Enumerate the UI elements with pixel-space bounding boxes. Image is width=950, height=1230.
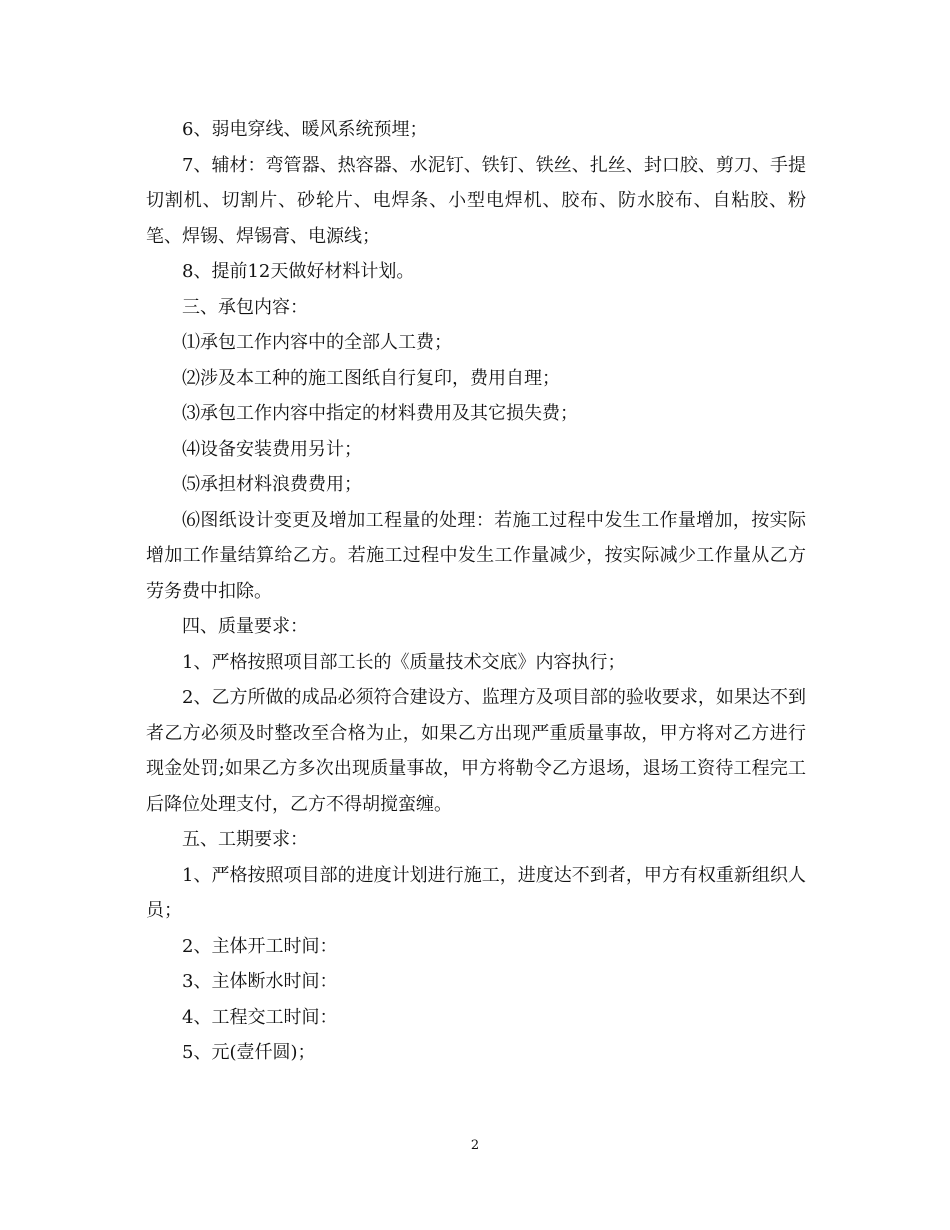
paragraph-water-cutoff-time: 3、主体断水时间：	[182, 971, 338, 992]
paragraph-schedule-plan: 1、严格按照项目部的进度计划进行施工，进度达不到者，甲方有权重新组织人员；	[146, 864, 806, 921]
paragraph-auxiliary-materials: 7、辅材：弯管器、热容器、水泥钉、铁钉、铁丝、扎丝、封口胶、剪刀、手提切割机、切割片、砂轮片、电焊条、小型电焊机、胶布、防水胶布、自粘胶、粉笔、焊锡、焊锡膏、电源线；	[146, 154, 806, 247]
paragraph-amount: 5、元(壹仟圆)；	[182, 1042, 316, 1063]
paragraph-start-time: 2、主体开工时间：	[182, 935, 338, 957]
page-number: 2	[470, 1138, 480, 1153]
section-heading-contract-content: 三、承包内容：	[182, 296, 308, 318]
document-body	[146, 112, 806, 1071]
paragraph-design-change: ⑹图纸设计变更及增加工程量的处理：若施工过程中发生工作量增加，按实际增加工作量结算给乙方。若施工过程中发生工作量减少，按实际减少工作量从乙方劳务费中扣除。	[146, 509, 806, 602]
paragraph-weak-current: 6、弱电穿线、暖风系统预埋；	[182, 119, 428, 140]
paragraph-quality-briefing: 1、严格按照项目部工长的《质量技术交底》内容执行；	[182, 651, 626, 673]
paragraph-drawing-copy: ⑵涉及本工种的施工图纸自行复印，费用自理；	[182, 367, 560, 389]
paragraph-material-cost: ⑶承包工作内容中指定的材料费用及其它损失费；	[182, 403, 578, 424]
paragraph-handover-time: 4、工程交工时间：	[182, 1006, 338, 1028]
paragraph-labor-cost: ⑴承包工作内容中的全部人工费；	[182, 332, 452, 353]
section-heading-schedule: 五、工期要求：	[182, 829, 308, 850]
paragraph-quality-acceptance: 2、乙方所做的成品必须符合建设方、监理方及项目部的验收要求，如果达不到者乙方必须及时整改至合格为止，如果乙方出现严重质量事故，甲方将对乙方进行现金处罚;如果乙方多次出现质量事故，甲方将勒令乙方退场，退场工资待工程完工后降位处理支付，乙方不得胡搅蛮缠。	[146, 687, 806, 815]
paragraph-material-plan: 8、提前12天做好材料计划。	[182, 261, 415, 282]
section-heading-quality: 四、质量要求：	[182, 616, 308, 637]
paragraph-equipment-install: ⑷设备安装费用另计；	[182, 438, 362, 460]
paragraph-material-waste: ⑸承担材料浪费费用；	[182, 474, 362, 495]
